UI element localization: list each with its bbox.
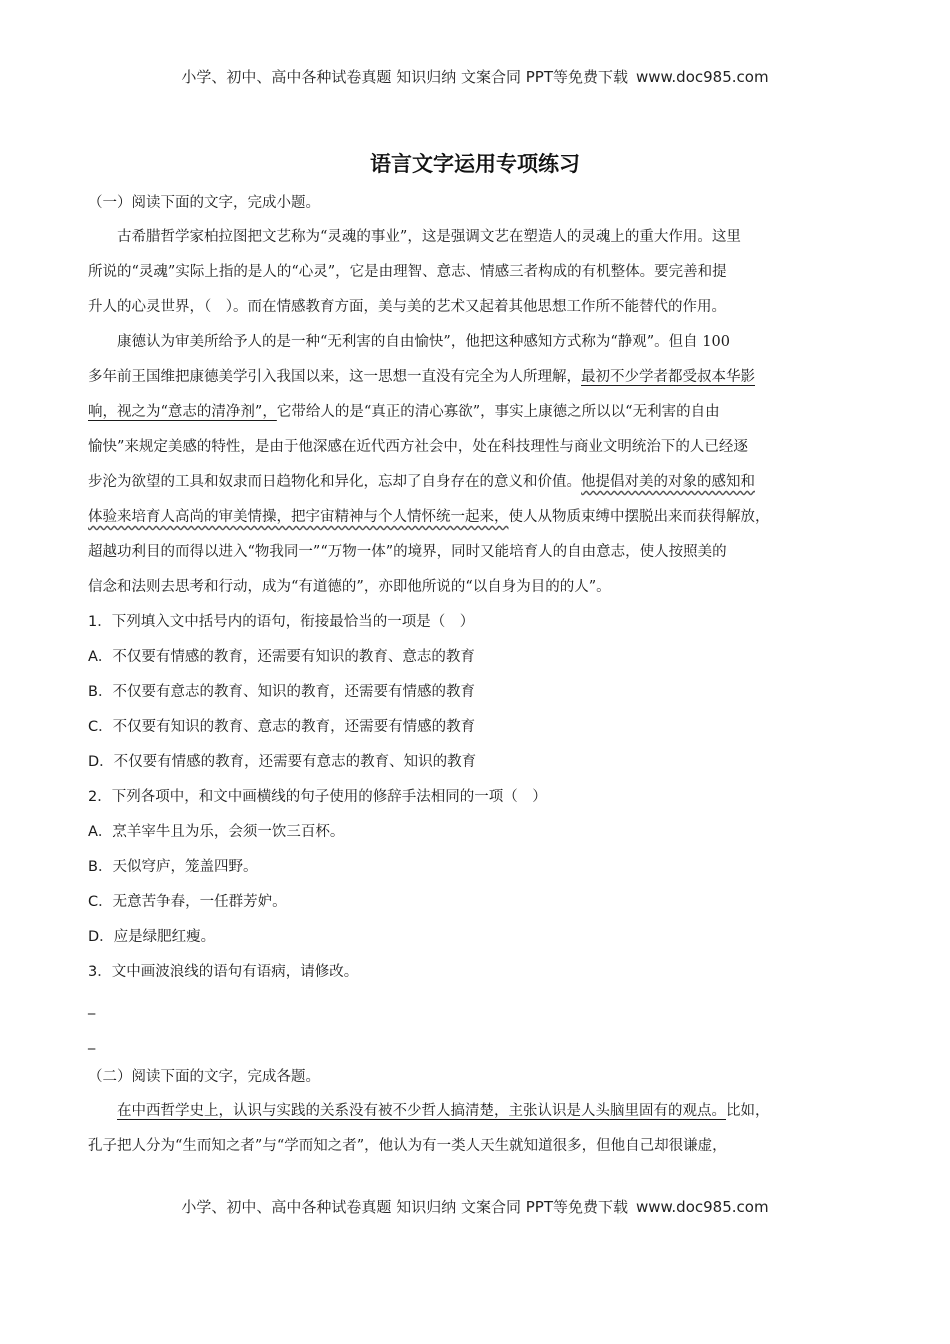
q2-option-d[interactable]: D．应是绿肥红瘦。: [88, 929, 216, 945]
answer-blank-1[interactable]: _: [88, 999, 96, 1015]
section2-heading: （二）阅读下面的文字，完成各题。: [88, 1069, 320, 1085]
answer-blank-2[interactable]: _: [88, 1034, 96, 1050]
q2-option-c[interactable]: C．无意苦争春，一任群芳妒。: [88, 894, 287, 910]
paragraph-line: [88, 430, 864, 465]
p2-line-1: 康德认为审美所给予人的是一种“无利害的自由愉快”，他把这种感知方式称为“静观”。但自 100: [117, 334, 730, 350]
p2-line-5a: 步沦为欲望的工具和奴隶而日趋物化和异化，忘却了自身存在的意义和价值。: [88, 474, 581, 490]
p2-line-4: 愉快”来规定美感的特性，是由于他深感在近代西方社会中，处在科技理性与商业文明统治下的人已经逐: [88, 439, 748, 455]
page-footer: [0, 1196, 950, 1217]
wavy-sentence: 他提倡对美的对象的感知和: [581, 474, 755, 490]
s2-line-2: 孔子把人分为“生而知之者”与“学而知之者”，他认为有一类人天生就知道很多，但他自己却很谦虚，: [88, 1138, 727, 1154]
paragraph-line: [88, 255, 864, 290]
p2-line-3b: 它带给人的是“真正的清心寡欲”，事实上康德之所以以“无利害的自由: [276, 404, 720, 420]
q1-option-c[interactable]: C．不仅要有知识的教育、意志的教育，还需要有情感的教育: [88, 719, 476, 735]
underlined-sentence-end: 响，视之为“意志的清净剂”，: [88, 404, 277, 420]
paragraph-line: [88, 1094, 864, 1129]
q2-option-b[interactable]: B．天似穹庐，笼盖四野。: [88, 859, 258, 875]
p1-line-3: 升人的心灵世界，（ ）。而在情感教育方面，美与美的艺术又起着其他思想工作所不能替代的作用。: [88, 299, 726, 315]
page-header: [0, 66, 950, 87]
paragraph-line: [88, 360, 864, 395]
paragraph-line: [88, 465, 864, 500]
paragraph-line: [88, 290, 864, 325]
header-text: 小学、初中、高中各种试卷真题 知识归纳 文案合同 PPT等免费下载: [181, 68, 628, 86]
wavy-sentence-end: 体验来培育人高尚的审美情操，把宇宙精神与个人情怀统一起来，: [88, 509, 509, 525]
question-1-stem: 1．下列填入文中括号内的语句，衔接最恰当的一项是（ ）: [88, 614, 475, 630]
p1-line-2: 所说的“灵魂”实际上指的是人的“心灵”，它是由理智、意志、情感三者构成的有机整体。要完善和提: [88, 264, 727, 280]
paragraph-line: [88, 570, 864, 605]
paragraph-line: [88, 220, 864, 255]
paragraph-line: [88, 500, 864, 535]
q1-option-d[interactable]: D．不仅要有情感的教育，还需要有意志的教育、知识的教育: [88, 754, 477, 770]
page-title: 语言文字运用专项练习: [370, 152, 580, 176]
underlined-sentence: 最初不少学者都受叔本华影: [581, 369, 755, 385]
question-2-stem: 2．下列各项中，和文中画横线的句子使用的修辞手法相同的一项（ ）: [88, 789, 547, 805]
paragraph-line: [88, 535, 864, 570]
footer-url[interactable]: www.doc985.com: [635, 1198, 769, 1216]
p2-line-2a: 多年前王国维把康德美学引入我国以来，这一思想一直没有完全为人所理解，: [88, 369, 581, 385]
p1-line-1: 古希腊哲学家柏拉图把文艺称为“灵魂的事业”，这是强调文艺在塑造人的灵魂上的重大作用。这里: [117, 229, 741, 245]
p2-line-6b: 使人从物质束缚中摆脱出来而获得解放，: [508, 509, 770, 525]
document-body: [88, 186, 864, 1164]
paragraph-line: [88, 1129, 864, 1164]
p2-line-8: 信念和法则去思考和行动，成为“有道德的”，亦即他所说的“以自身为目的的人”。: [88, 579, 611, 595]
q1-option-a[interactable]: A．不仅要有情感的教育，还需要有知识的教育、意志的教育: [88, 649, 475, 665]
s2-line-1b: 比如，: [726, 1103, 770, 1119]
q2-option-a[interactable]: A．烹羊宰牛且为乐，会须一饮三百杯。: [88, 824, 345, 840]
paragraph-line: [88, 325, 864, 360]
underlined-sentence-2: 在中西哲学史上，认识与实践的关系没有被不少哲人搞清楚，主张认识是人头脑里固有的观点。: [117, 1103, 726, 1119]
p2-line-7: 超越功利目的而得以进入“物我同一”“万物一体”的境界，同时又能培育人的自由意志，使人按照美的: [88, 544, 727, 560]
q1-option-b[interactable]: B．不仅要有意志的教育、知识的教育，还需要有情感的教育: [88, 684, 475, 700]
footer-text: 小学、初中、高中各种试卷真题 知识归纳 文案合同 PPT等免费下载: [181, 1198, 628, 1216]
question-3-stem: 3．文中画波浪线的语句有语病，请修改。: [88, 964, 359, 980]
paragraph-line: [88, 395, 864, 430]
header-url[interactable]: www.doc985.com: [635, 68, 769, 86]
section1-heading: （一）阅读下面的文字，完成小题。: [88, 195, 320, 211]
